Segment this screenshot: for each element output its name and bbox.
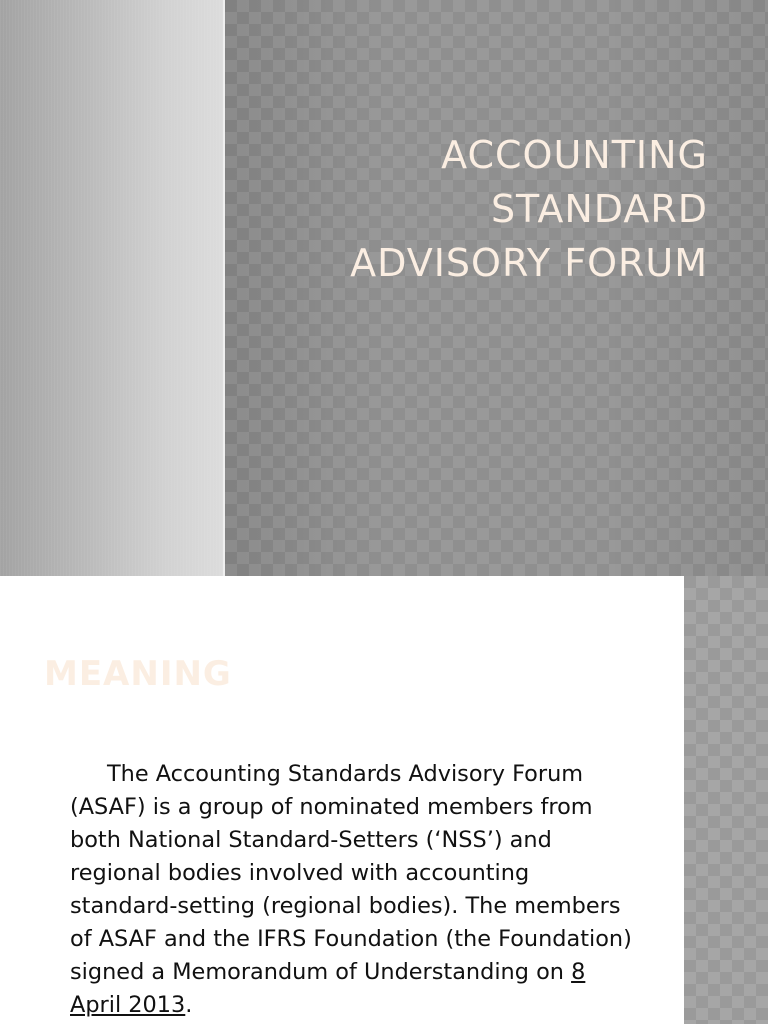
content-slide <box>0 576 768 1024</box>
patterned-side-stripe <box>684 576 768 1024</box>
left-gradient-panel <box>0 0 223 576</box>
body-end-punctuation: . <box>185 992 193 1018</box>
slide-title-line-3: ADVISORY FORUM <box>350 241 708 285</box>
section-heading: MEANING <box>44 654 232 694</box>
slide-title-line-1: ACCOUNTING <box>441 133 708 177</box>
date-text: 8 April 2013 <box>70 959 586 1018</box>
slide-title <box>268 128 708 290</box>
slide-title-line-2: STANDARD <box>490 187 708 231</box>
body-text: The Accounting Standards Advisory Forum (ASAF) is a group of nominated members from both National Standard-Setters (‘NSS’) and regional bodies involved with accounting standard-setting (regional bodies). The members of ASAF and the IFRS Foundation (the Foundation) signed a Memorandum of Understanding on <box>70 761 632 985</box>
body-paragraph <box>70 758 640 1022</box>
